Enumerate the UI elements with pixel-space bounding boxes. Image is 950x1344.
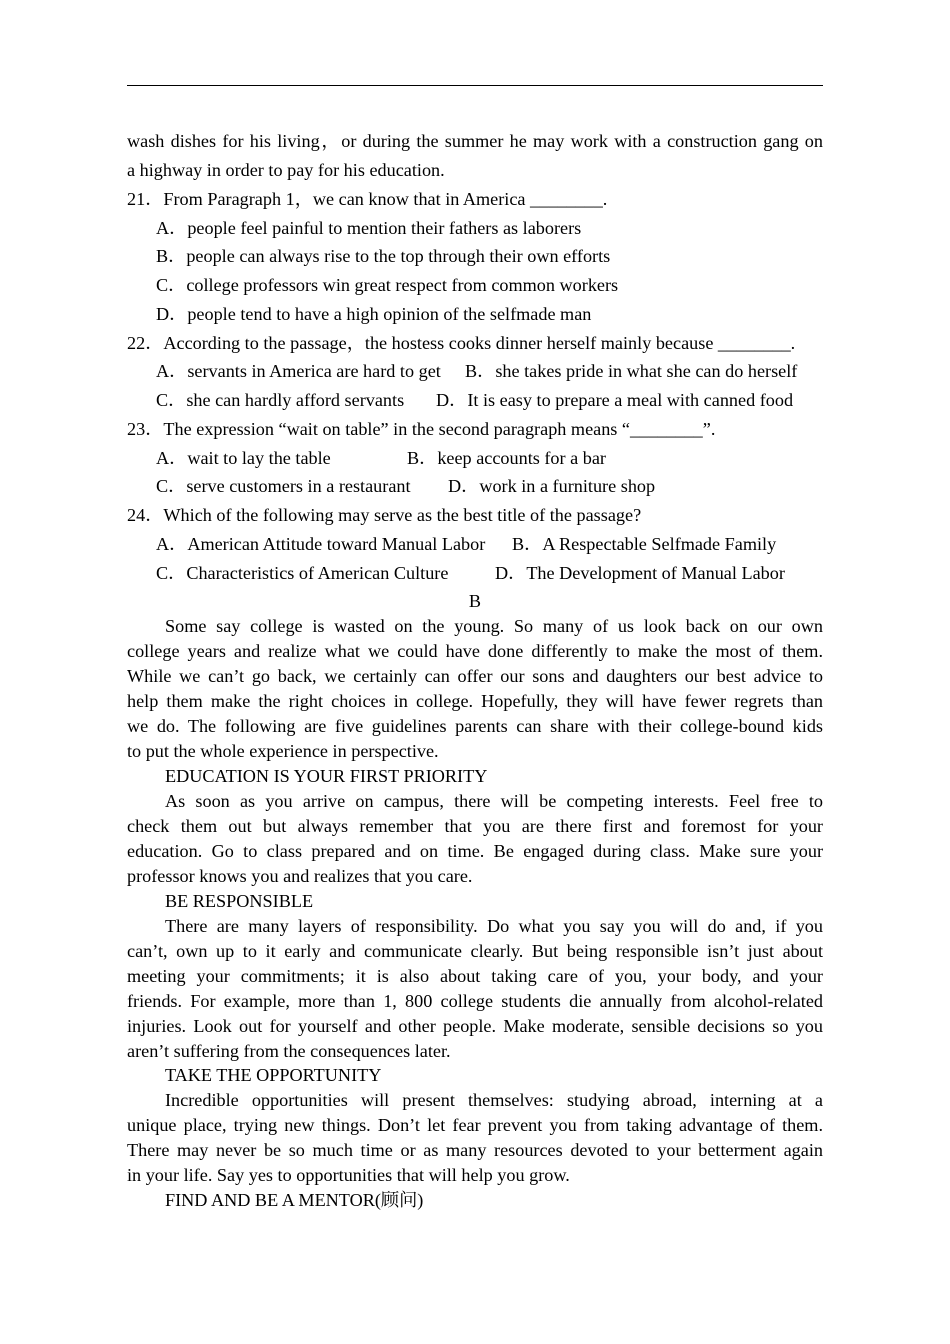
education-line-4: professor knows you and realizes that you care. — [127, 866, 473, 886]
question-24-option-b: B．A Respectable Selfmade Family — [512, 534, 777, 554]
heading-education: EDUCATION IS YOUR FIRST PRIORITY — [165, 766, 488, 786]
intro-paragraph-line-6: to put the whole experience in perspective. — [127, 741, 439, 761]
question-22-stem: 22．According to the passage，the hostess cooks dinner herself mainly because ________. — [127, 333, 796, 353]
question-23-option-c: C．serve customers in a restaurant — [156, 476, 411, 496]
opportunity-line-3: There may never be so much time or as many resources devoted to your betterment again — [127, 1140, 823, 1160]
question-22-option-d: D．It is easy to prepare a meal with canned food — [436, 390, 794, 410]
question-23-option-b: B．keep accounts for a bar — [407, 448, 606, 468]
question-21-option-c: C．college professors win great respect from common workers — [156, 275, 619, 295]
responsible-line-1: There are many layers of responsibility. Do what you say you will do and, if you — [165, 916, 823, 936]
question-24-option-c: C．Characteristics of American Culture — [156, 563, 449, 583]
education-line-3: education. Go to class prepared and on time. Be engaged during class. Make sure your — [127, 841, 823, 861]
responsible-line-6: aren’t suffering from the consequences later. — [127, 1041, 451, 1061]
question-21-option-d: D．people tend to have a high opinion of the selfmade man — [156, 304, 592, 324]
responsible-line-3: meeting your commitments; it is also about taking care of you, your body, and your — [127, 966, 823, 986]
section-b-label: B — [468, 591, 482, 611]
heading-responsible: BE RESPONSIBLE — [165, 891, 314, 911]
intro-paragraph-line-5: we do. The following are five guidelines parents can share with their college-bound kids — [127, 716, 823, 736]
intro-line-1: wash dishes for his living，or during the summer he may work with a construction gang on — [127, 131, 823, 151]
question-23-option-d: D．work in a furniture shop — [448, 476, 656, 496]
question-21-option-a: A．people feel painful to mention their fathers as laborers — [156, 218, 582, 238]
intro-line-2: a highway in order to pay for his education. — [127, 160, 445, 180]
question-24-option-a: A．American Attitude toward Manual Labor — [156, 534, 486, 554]
question-21-option-b: B．people can always rise to the top through their own efforts — [156, 246, 611, 266]
question-24-option-d: D．The Development of Manual Labor — [495, 563, 785, 583]
question-23-option-a: A．wait to lay the table — [156, 448, 331, 468]
question-24-stem: 24．Which of the following may serve as the best title of the passage? — [127, 505, 642, 525]
question-23-stem: 23．The expression “wait on table” in the second paragraph means “________”. — [127, 419, 716, 439]
opportunity-line-4: in your life. Say yes to opportunities that will help you grow. — [127, 1165, 570, 1185]
education-line-1: As soon as you arrive on campus, there will be competing interests. Feel free to — [165, 791, 823, 811]
heading-mentor: FIND AND BE A MENTOR(顾问) — [165, 1190, 424, 1210]
question-22-option-c: C．she can hardly afford servants — [156, 390, 405, 410]
education-line-2: check them out but always remember that you are there first and foremost for your — [127, 816, 823, 836]
intro-paragraph-line-2: college years and realize what we could have done differently to make the most of them. — [127, 641, 823, 661]
intro-paragraph-line-3: While we can’t go back, we certainly can offer our sons and daughters our best advice to — [127, 666, 823, 686]
question-22-option-a: A．servants in America are hard to get — [156, 361, 441, 381]
responsible-line-5: injuries. Look out for yourself and other people. Make moderate, sensible decisions so you — [127, 1016, 823, 1036]
opportunity-line-1: Incredible opportunities will present themselves: studying abroad, interning at a — [165, 1090, 823, 1110]
responsible-line-4: friends. For example, more than 1, 800 college students die annually from alcohol-related — [127, 991, 823, 1011]
intro-paragraph-line-1: Some say college is wasted on the young. So many of us look back on our own — [165, 616, 823, 636]
question-22-option-b: B．she takes pride in what she can do herself — [465, 361, 798, 381]
header-rule — [127, 85, 823, 86]
question-21-stem: 21．From Paragraph 1，we can know that in America ________. — [127, 189, 608, 209]
opportunity-line-2: unique place, trying new things. Don’t let fear prevent you from taking advantage of them. — [127, 1115, 823, 1135]
intro-paragraph-line-4: help them make the right choices in college. Hopefully, they will have fewer regrets than — [127, 691, 823, 711]
heading-opportunity: TAKE THE OPPORTUNITY — [165, 1065, 382, 1085]
responsible-line-2: can’t, own up to it early and communicate clearly. But being responsible isn’t just about — [127, 941, 823, 961]
